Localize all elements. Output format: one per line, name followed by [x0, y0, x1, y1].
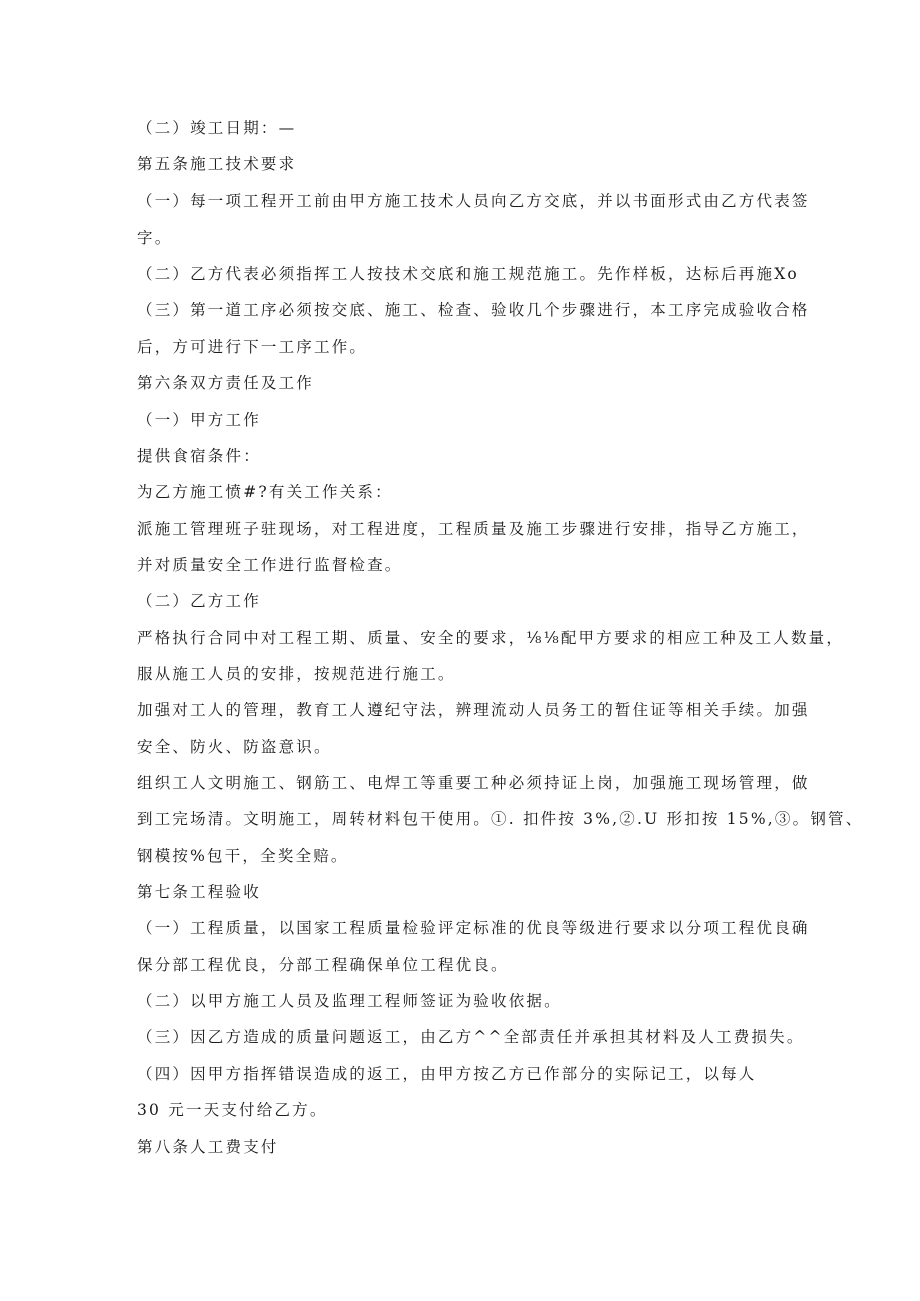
- article-5-clause-3-line-1: （三）第一道工序必须按交底、施工、检查、验收几个步骤进行，本工序完成验收合格: [137, 301, 810, 319]
- article-5-clause-3-line-2: 后，方可进行下一工序工作。: [137, 338, 368, 356]
- party-b-item-3-line-3: 钢模按%包干，全奖全赔。: [137, 847, 349, 865]
- party-b-item-3-line-2: 到工完场清。文明施工，周转材料包干使用。①. 扣件按 3%,②.U 形扣按 15%,③。钢管、: [137, 810, 864, 828]
- article-7-clause-3: （三）因乙方造成的质量问题返工，由乙方^^全部责任并承担其材料及人工费损失。: [137, 1028, 805, 1046]
- article-7-clause-1-line-1: （一）工程质量，以国家工程质量检验评定标准的优良等级进行要求以分项工程优良确: [137, 919, 810, 937]
- party-a-work-heading: （一）甲方工作: [137, 411, 261, 429]
- party-b-item-1-line-2: 服从施工人员的安排，按规范进行施工。: [137, 665, 456, 683]
- article-7-clause-2: （二）以甲方施工人员及监理工程师签证为验收依据。: [137, 992, 562, 1010]
- party-a-item-2: 为乙方施工愤#?有关工作关系：: [137, 483, 393, 501]
- article-6-heading: 第六条双方责任及工作: [137, 374, 315, 392]
- article-7-clause-1-line-2: 保分部工程优良，分部工程确保单位工程优良。: [137, 956, 509, 974]
- completion-date-line: （二）竣工日期：—: [137, 119, 297, 137]
- article-7-clause-4-line-2: 30 元一天支付给乙方。: [137, 1101, 328, 1119]
- party-a-item-3-line-2: 并对质量安全工作进行监督检查。: [137, 556, 403, 574]
- article-5-clause-1-line-1: （一）每一项工程开工前由甲方施工技术人员向乙方交底，并以书面形式由乙方代表签: [137, 192, 810, 210]
- article-8-heading: 第八条人工费支付: [137, 1138, 279, 1156]
- article-5-heading: 第五条施工技术要求: [137, 155, 297, 173]
- article-5-clause-1-line-2: 字。: [137, 229, 173, 247]
- party-b-item-2-line-1: 加强对工人的管理，教育工人遵纪守法，辨理流动人员务工的暂住证等相关手续。加强: [137, 701, 810, 719]
- article-7-heading: 第七条工程验收: [137, 883, 261, 901]
- party-a-item-1: 提供食宿条件：: [137, 447, 261, 465]
- party-b-item-2-line-2: 安全、防火、防盗意识。: [137, 738, 332, 756]
- party-b-item-1-line-1: 严格执行合同中对工程工期、质量、安全的要求，⅛⅛配甲方要求的相应工种及工人数量，: [137, 629, 845, 647]
- article-7-clause-4-line-1: （四）因甲方指挥错误造成的返工，由甲方按乙方已作部分的实际记工，以每人: [137, 1065, 757, 1083]
- party-b-work-heading: （二）乙方工作: [137, 592, 261, 610]
- article-5-clause-2: （二）乙方代表必须指挥工人按技术交底和施工规范施工。先作样板，达标后再施Xo: [137, 265, 799, 283]
- party-a-item-3-line-1: 派施工管理班子驻现场，对工程进度，工程质量及施工步骤进行安排，指导乙方施工，: [137, 520, 810, 538]
- party-b-item-3-line-1: 组织工人文明施工、钢筋工、电焊工等重要工种必须持证上岗，加强施工现场管理，做: [137, 774, 810, 792]
